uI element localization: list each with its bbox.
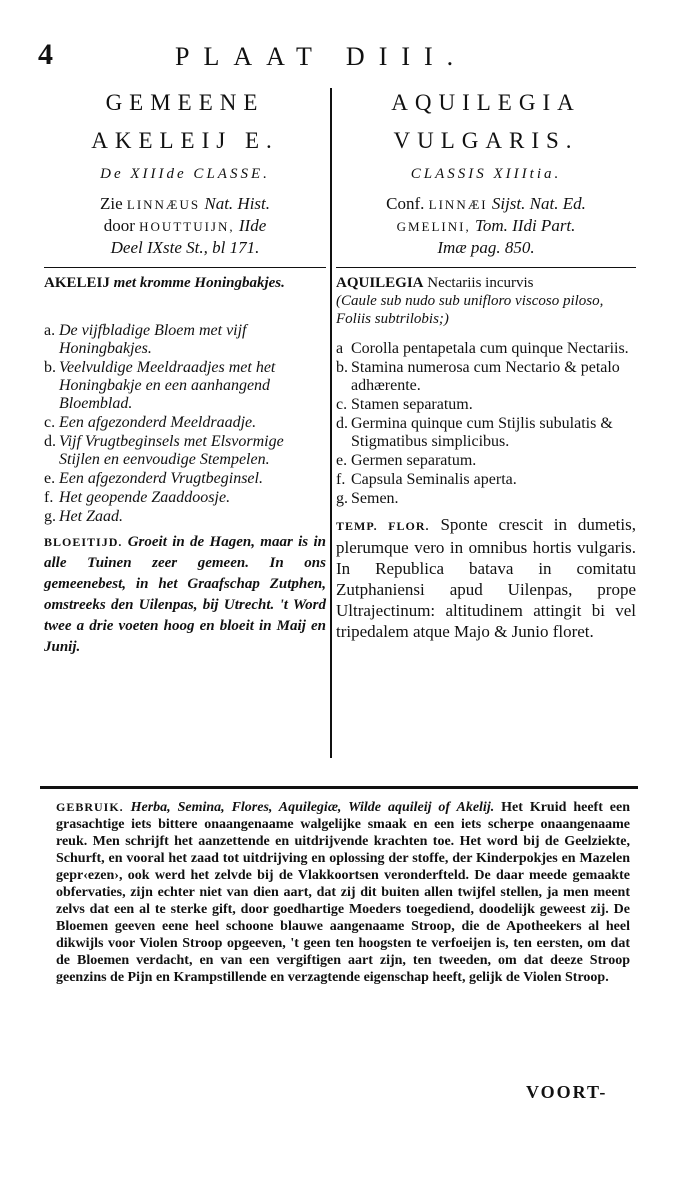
latin-parts-list xyxy=(336,340,636,508)
list-item: a. De vijfbladige Bloem met vijf Honingbakjes. xyxy=(44,322,247,357)
dutch-rule xyxy=(44,267,326,268)
latin-heading: AQUILEGIA Nectariis incurvis (Caule sub nudo sub unifloro viscoso piloso, Foliis subtrilobis;) xyxy=(336,275,604,327)
list-item: e. Germen separatum. xyxy=(336,452,477,469)
latin-name-line2: VULGARIS. xyxy=(393,128,579,153)
plate-title: PLAAT DIII. xyxy=(175,42,468,71)
latin-name-line1: AQUILEGIA xyxy=(391,90,581,115)
list-item: b. Veelvuldige Meeldraadjes met het Honingbakje en een aanhangend Bloemblad. xyxy=(44,359,276,412)
latin-reference: Conf. LINNÆI Sijst. Nat. Ed. GMELINI, Tom. IIdi Part. Imæ pag. 850. xyxy=(386,194,586,257)
dutch-reference: Zie LINNÆUS Nat. Hist. door HOUTTUIJN, IIde Deel IXste St., bl 171. xyxy=(99,194,271,257)
list-item: g. Semen. xyxy=(336,490,399,507)
latin-flowering-note: TEMP. FLOR. Sponte crescit in dumetis, plerumque vero in omnibus hortis vulgaris. In Republica batava in comitatu Zutphaniensi apud Uilenpas, prope Ultrajectinum: altitudinem attingit bi vel tripedalem atque Majo & Junio floret. xyxy=(336,515,636,641)
list-item: d. Vijf Vrugtbeginsels met Elsvormige Stijlen en eenvoudige Stempelen. xyxy=(44,433,284,468)
list-item: f. Het geopende Zaaddoosje. xyxy=(44,489,231,506)
latin-classis: CLASSIS XIIItia. xyxy=(410,166,562,182)
usage-paragraph: GEBRUIK. Herba, Semina, Flores, Aquilegiæ, Wilde aquileij of Akelij. Het Kruid heeft een grasachtige iets bittere onaangenaame walgelijke smaak en een iets scherpe onaangenaame reuk. Men schrijft het aanzettende en uitdrijvende krachten toe. Het word bij de Geelziekte, Schurft, en vooral het zaad tot uitdrijving en oplossing der stoffe, der Kinderpokjes en Mazelen gepr‹ezen›, ook werd het zelvde bij de Vlakkoortsen veronderfteld. De daar meede gemaakte obfervaties, zijn echter niet van dien aart, dat zij dit buiten allen twijfel stellen, ja men meent zelvs dat een al te sterke gift, door goedhartige Moeders toegediend, doodelijk geweest zij. De Bloemen geeven eene heel schoone blauwe aangenaame Stroop, die de Apotheekers al heel dikwijls voor Violen Stroop opgeeven, 't geen ten hoogsten te verfoeijen is, ten eersten, om dat de Bloemen verdacht, en van een vergiftigen aart zijn, ten tweeden, om dat deeze Stroop geenzins de Pijn en Krampstillende en verzagtende eigenschap heeft, gelijk de Violen Stroop. xyxy=(56,800,630,985)
latin-rule xyxy=(336,267,636,268)
list-item: f. Capsula Seminalis aperta. xyxy=(336,471,517,488)
page-number: 4 xyxy=(38,38,53,71)
list-item: c. Een afgezonderd Meeldraadje. xyxy=(44,414,257,431)
list-item: g. Het Zaad. xyxy=(44,508,123,525)
dutch-parts-list xyxy=(44,322,326,526)
latin-column xyxy=(336,84,636,642)
catchword: VOORT- xyxy=(526,1082,608,1102)
dutch-flowering-note: BLOEITIJD. Groeit in de Hagen, maar is in alle Tuinen zeer gemeen. In ons gemeenebest, in het Graafschap Zutphen, omstreeks den Uilenpas, bij Utrecht. 't Word twee a drie voeten hoog en bloeit in Maij en Junij. xyxy=(44,534,326,655)
dutch-name-line2: AKELEIJ E. xyxy=(91,128,279,153)
dutch-heading: AKELEIJ met kromme Honingbakjes. xyxy=(44,275,285,291)
list-item: e. Een afgezonderd Vrugtbeginsel. xyxy=(44,470,263,487)
list-item: c. Stamen separatum. xyxy=(336,396,473,413)
dutch-column xyxy=(44,84,326,658)
column-divider xyxy=(330,88,332,758)
list-item: a Corolla pentapetala cum quinque Nectariis. xyxy=(336,340,629,357)
list-item: d. Germina quinque cum Stijlis subulatis & Stigmatibus simplicibus. xyxy=(336,415,613,450)
list-item: b. Stamina numerosa cum Nectario & petalo adhærente. xyxy=(336,359,620,394)
dutch-classis: De XIIIde CLASSE. xyxy=(100,166,270,182)
dutch-name-line1: GEMEENE xyxy=(105,90,265,115)
section-rule xyxy=(40,786,638,789)
